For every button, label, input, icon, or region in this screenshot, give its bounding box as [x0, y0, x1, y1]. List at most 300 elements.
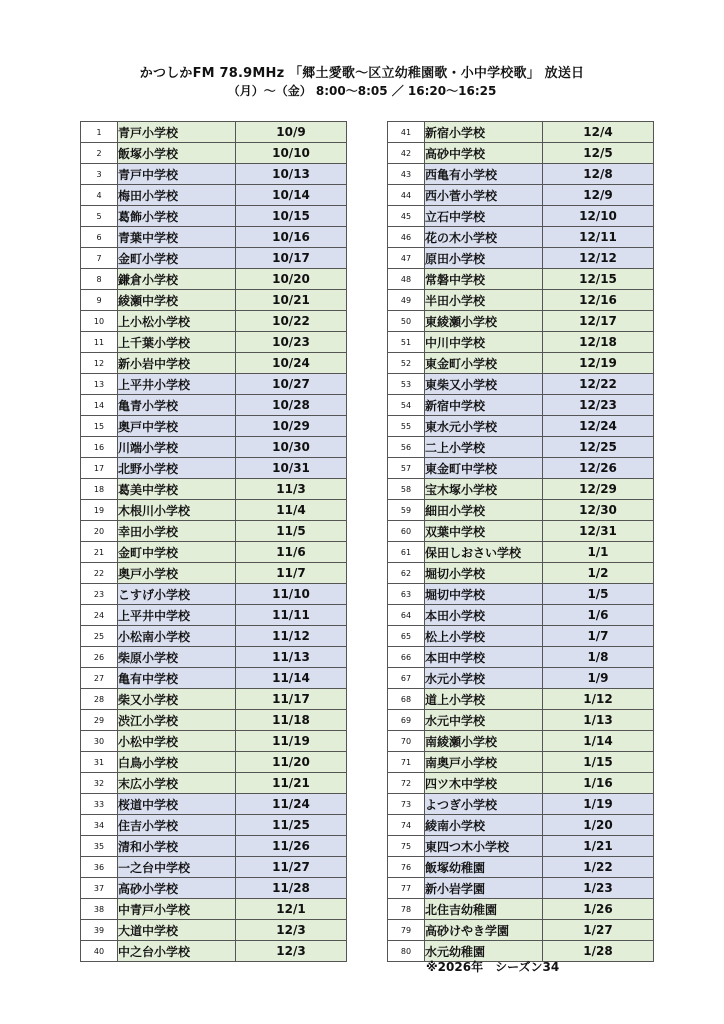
table-row: [388, 206, 654, 227]
broadcast-date: 10/27: [236, 374, 347, 395]
row-number: 10: [81, 311, 118, 332]
broadcast-date: 10/31: [236, 458, 347, 479]
broadcast-date: 11/26: [236, 836, 347, 857]
row-number: 3: [81, 164, 118, 185]
table-row: [81, 311, 347, 332]
row-number: 78: [388, 899, 425, 920]
table-row: [81, 626, 347, 647]
row-number: 59: [388, 500, 425, 521]
school-name: 中青戸小学校: [118, 899, 236, 920]
school-name: 四ツ木中学校: [425, 773, 543, 794]
table-row: [81, 836, 347, 857]
row-number: 68: [388, 689, 425, 710]
broadcast-date: 1/1: [543, 542, 654, 563]
table-row: [388, 794, 654, 815]
school-name: 道上小学校: [425, 689, 543, 710]
table-row: [388, 143, 654, 164]
table-row: [388, 542, 654, 563]
row-number: 42: [388, 143, 425, 164]
row-number: 61: [388, 542, 425, 563]
table-row: [388, 353, 654, 374]
table-row: [388, 269, 654, 290]
broadcast-date: 10/20: [236, 269, 347, 290]
school-name: 東金町中学校: [425, 458, 543, 479]
table-row: [388, 374, 654, 395]
row-number: 49: [388, 290, 425, 311]
school-name: 末広小学校: [118, 773, 236, 794]
table-row: [388, 185, 654, 206]
table-row: [388, 689, 654, 710]
broadcast-date: 1/27: [543, 920, 654, 941]
school-name: 西亀有小学校: [425, 164, 543, 185]
table-row: [388, 479, 654, 500]
school-name: 半田小学校: [425, 290, 543, 311]
row-number: 28: [81, 689, 118, 710]
school-name: 堀切中学校: [425, 584, 543, 605]
table-row: [388, 290, 654, 311]
broadcast-date: 12/9: [543, 185, 654, 206]
broadcast-date: 10/13: [236, 164, 347, 185]
table-row: [81, 794, 347, 815]
table-row: [81, 269, 347, 290]
table-row: [388, 164, 654, 185]
table-row: [81, 542, 347, 563]
row-number: 41: [388, 122, 425, 143]
row-number: 79: [388, 920, 425, 941]
broadcast-date: 11/7: [236, 563, 347, 584]
table-row: [388, 857, 654, 878]
row-number: 18: [81, 479, 118, 500]
broadcast-date: 11/11: [236, 605, 347, 626]
school-name: 新小岩学園: [425, 878, 543, 899]
row-number: 72: [388, 773, 425, 794]
broadcast-date: 11/12: [236, 626, 347, 647]
broadcast-date: 11/20: [236, 752, 347, 773]
school-name: 梅田小学校: [118, 185, 236, 206]
school-name: 東金町小学校: [425, 353, 543, 374]
school-name: 青葉中学校: [118, 227, 236, 248]
school-name: 小松南小学校: [118, 626, 236, 647]
broadcast-date: 1/8: [543, 647, 654, 668]
row-number: 73: [388, 794, 425, 815]
school-name: 高砂けやき学園: [425, 920, 543, 941]
broadcast-date: 1/20: [543, 815, 654, 836]
row-number: 57: [388, 458, 425, 479]
school-name: 中之台小学校: [118, 941, 236, 962]
table-row: [81, 521, 347, 542]
school-name: 東綾瀬小学校: [425, 311, 543, 332]
table-row: [388, 878, 654, 899]
table-row: [81, 899, 347, 920]
table-row: [388, 626, 654, 647]
school-name: 上小松小学校: [118, 311, 236, 332]
broadcast-date: 11/25: [236, 815, 347, 836]
row-number: 33: [81, 794, 118, 815]
school-name: 奥戸中学校: [118, 416, 236, 437]
row-number: 12: [81, 353, 118, 374]
school-name: 立石中学校: [425, 206, 543, 227]
school-name: 高砂小学校: [118, 878, 236, 899]
broadcast-date: 10/29: [236, 416, 347, 437]
school-name: 水元小学校: [425, 668, 543, 689]
broadcast-date: 12/18: [543, 332, 654, 353]
broadcast-date: 1/7: [543, 626, 654, 647]
row-number: 26: [81, 647, 118, 668]
broadcast-date: 1/21: [543, 836, 654, 857]
broadcast-date: 1/16: [543, 773, 654, 794]
broadcast-date: 1/13: [543, 710, 654, 731]
row-number: 22: [81, 563, 118, 584]
school-name: 北住吉幼稚園: [425, 899, 543, 920]
row-number: 11: [81, 332, 118, 353]
broadcast-date: 12/23: [543, 395, 654, 416]
broadcast-date: 12/30: [543, 500, 654, 521]
broadcast-date: 11/27: [236, 857, 347, 878]
school-name: 宝木塚小学校: [425, 479, 543, 500]
row-number: 4: [81, 185, 118, 206]
school-name: 亀有中学校: [118, 668, 236, 689]
broadcast-date: 11/13: [236, 647, 347, 668]
school-name: 大道中学校: [118, 920, 236, 941]
row-number: 63: [388, 584, 425, 605]
row-number: 55: [388, 416, 425, 437]
broadcast-date: 12/4: [543, 122, 654, 143]
school-name: 桜道中学校: [118, 794, 236, 815]
school-name: 柴原小学校: [118, 647, 236, 668]
school-name: 水元幼稚園: [425, 941, 543, 962]
row-number: 38: [81, 899, 118, 920]
school-name: 新宿中学校: [425, 395, 543, 416]
school-name: 東水元小学校: [425, 416, 543, 437]
row-number: 60: [388, 521, 425, 542]
row-number: 21: [81, 542, 118, 563]
school-name: 飯塚小学校: [118, 143, 236, 164]
table-row: [81, 920, 347, 941]
school-name: 小松中学校: [118, 731, 236, 752]
school-name: 花の木小学校: [425, 227, 543, 248]
table-row: [388, 395, 654, 416]
row-number: 74: [388, 815, 425, 836]
row-number: 75: [388, 836, 425, 857]
table-row: [81, 248, 347, 269]
broadcast-date: 12/3: [236, 920, 347, 941]
school-name: 堀切小学校: [425, 563, 543, 584]
row-number: 13: [81, 374, 118, 395]
broadcast-date: 11/19: [236, 731, 347, 752]
broadcast-date: 11/24: [236, 794, 347, 815]
row-number: 29: [81, 710, 118, 731]
broadcast-date: 1/5: [543, 584, 654, 605]
broadcast-date: 10/10: [236, 143, 347, 164]
row-number: 9: [81, 290, 118, 311]
school-name: 青戸小学校: [118, 122, 236, 143]
table-row: [388, 920, 654, 941]
row-number: 64: [388, 605, 425, 626]
table-row: [388, 227, 654, 248]
broadcast-date: 12/16: [543, 290, 654, 311]
table-row: [81, 143, 347, 164]
broadcast-date: 10/16: [236, 227, 347, 248]
broadcast-date: 12/25: [543, 437, 654, 458]
broadcast-date: 11/10: [236, 584, 347, 605]
school-name: こすげ小学校: [118, 584, 236, 605]
table-row: [81, 689, 347, 710]
row-number: 80: [388, 941, 425, 962]
school-name: 奥戸小学校: [118, 563, 236, 584]
broadcast-date: 10/28: [236, 395, 347, 416]
row-number: 5: [81, 206, 118, 227]
table-row: [81, 878, 347, 899]
row-number: 20: [81, 521, 118, 542]
row-number: 6: [81, 227, 118, 248]
row-number: 35: [81, 836, 118, 857]
school-name: 双葉中学校: [425, 521, 543, 542]
broadcast-date: 10/9: [236, 122, 347, 143]
table-row: [388, 311, 654, 332]
broadcast-date: 11/18: [236, 710, 347, 731]
table-row: [81, 647, 347, 668]
row-number: 69: [388, 710, 425, 731]
broadcast-date: 1/26: [543, 899, 654, 920]
school-name: 清和小学校: [118, 836, 236, 857]
table-row: [81, 164, 347, 185]
row-number: 37: [81, 878, 118, 899]
broadcast-date: 12/22: [543, 374, 654, 395]
broadcast-date: 1/9: [543, 668, 654, 689]
broadcast-date: 11/4: [236, 500, 347, 521]
school-name: 南奥戸小学校: [425, 752, 543, 773]
school-name: 綾南小学校: [425, 815, 543, 836]
table-row: [388, 521, 654, 542]
school-name: 本田中学校: [425, 647, 543, 668]
broadcast-date: 11/14: [236, 668, 347, 689]
table-row: [81, 122, 347, 143]
schedule-table-right: [387, 121, 654, 962]
school-name: 渋江小学校: [118, 710, 236, 731]
row-number: 14: [81, 395, 118, 416]
table-row: [81, 353, 347, 374]
table-row: [81, 857, 347, 878]
row-number: 34: [81, 815, 118, 836]
table-row: [388, 437, 654, 458]
broadcast-date: 10/23: [236, 332, 347, 353]
table-row: [81, 710, 347, 731]
row-number: 44: [388, 185, 425, 206]
broadcast-date: 12/26: [543, 458, 654, 479]
table-row: [388, 815, 654, 836]
school-name: 木根川小学校: [118, 500, 236, 521]
table-row: [388, 248, 654, 269]
broadcast-date: 12/10: [543, 206, 654, 227]
school-name: 綾瀬中学校: [118, 290, 236, 311]
table-row: [81, 290, 347, 311]
school-name: 常磐中学校: [425, 269, 543, 290]
school-name: 柴又小学校: [118, 689, 236, 710]
school-name: 新小岩中学校: [118, 353, 236, 374]
broadcast-date: 12/29: [543, 479, 654, 500]
row-number: 58: [388, 479, 425, 500]
row-number: 52: [388, 353, 425, 374]
school-name: 二上小学校: [425, 437, 543, 458]
row-number: 71: [388, 752, 425, 773]
broadcast-date: 11/5: [236, 521, 347, 542]
broadcast-date: 12/17: [543, 311, 654, 332]
row-number: 27: [81, 668, 118, 689]
row-number: 62: [388, 563, 425, 584]
row-number: 36: [81, 857, 118, 878]
table-row: [388, 416, 654, 437]
table-row: [81, 605, 347, 626]
row-number: 65: [388, 626, 425, 647]
table-row: [388, 710, 654, 731]
broadcast-date: 12/8: [543, 164, 654, 185]
school-name: 水元中学校: [425, 710, 543, 731]
school-name: 住吉小学校: [118, 815, 236, 836]
school-name: 金町小学校: [118, 248, 236, 269]
row-number: 70: [388, 731, 425, 752]
school-name: 西小菅小学校: [425, 185, 543, 206]
school-name: 葛飾小学校: [118, 206, 236, 227]
broadcast-date: 1/14: [543, 731, 654, 752]
row-number: 51: [388, 332, 425, 353]
row-number: 56: [388, 437, 425, 458]
row-number: 54: [388, 395, 425, 416]
broadcast-times: （月）～（金） 8:00～8:05 ／ 16:20～16:25: [227, 84, 497, 98]
page-title: かつしかFM 78.9MHz 「郷土愛歌～区立幼稚園歌・小中学校歌」 放送日: [139, 66, 585, 81]
table-row: [388, 647, 654, 668]
table-row: [81, 227, 347, 248]
broadcast-date: 11/21: [236, 773, 347, 794]
table-row: [388, 752, 654, 773]
row-number: 67: [388, 668, 425, 689]
school-name: 葛美中学校: [118, 479, 236, 500]
table-row: [388, 584, 654, 605]
table-row: [388, 332, 654, 353]
table-row: [81, 752, 347, 773]
broadcast-date: 12/31: [543, 521, 654, 542]
broadcast-date: 12/5: [543, 143, 654, 164]
broadcast-date: 10/21: [236, 290, 347, 311]
school-name: 白鳥小学校: [118, 752, 236, 773]
broadcast-date: 10/14: [236, 185, 347, 206]
school-name: 川端小学校: [118, 437, 236, 458]
broadcast-date: 1/23: [543, 878, 654, 899]
schedule-table-left: [80, 121, 347, 962]
row-number: 53: [388, 374, 425, 395]
school-name: 青戸中学校: [118, 164, 236, 185]
broadcast-date: 12/24: [543, 416, 654, 437]
broadcast-date: 12/3: [236, 941, 347, 962]
school-name: 北野小学校: [118, 458, 236, 479]
row-number: 7: [81, 248, 118, 269]
broadcast-date: 1/22: [543, 857, 654, 878]
row-number: 30: [81, 731, 118, 752]
broadcast-date: 10/15: [236, 206, 347, 227]
row-number: 31: [81, 752, 118, 773]
table-row: [81, 206, 347, 227]
table-row: [81, 395, 347, 416]
row-number: 19: [81, 500, 118, 521]
school-name: 上平井中学校: [118, 605, 236, 626]
school-name: 細田小学校: [425, 500, 543, 521]
broadcast-date: 1/6: [543, 605, 654, 626]
school-name: よつぎ小学校: [425, 794, 543, 815]
table-row: [388, 836, 654, 857]
school-name: 中川中学校: [425, 332, 543, 353]
broadcast-date: 1/28: [543, 941, 654, 962]
broadcast-date: 12/19: [543, 353, 654, 374]
table-row: [388, 773, 654, 794]
broadcast-date: 1/2: [543, 563, 654, 584]
school-name: 金町中学校: [118, 542, 236, 563]
row-number: 50: [388, 311, 425, 332]
table-row: [81, 584, 347, 605]
school-name: 新宿小学校: [425, 122, 543, 143]
broadcast-date: 10/22: [236, 311, 347, 332]
row-number: 40: [81, 941, 118, 962]
table-row: [81, 185, 347, 206]
row-number: 77: [388, 878, 425, 899]
row-number: 45: [388, 206, 425, 227]
row-number: 48: [388, 269, 425, 290]
broadcast-date: 11/6: [236, 542, 347, 563]
row-number: 24: [81, 605, 118, 626]
broadcast-date: 12/12: [543, 248, 654, 269]
row-number: 2: [81, 143, 118, 164]
table-row: [81, 941, 347, 962]
school-name: 本田小学校: [425, 605, 543, 626]
table-row: [388, 731, 654, 752]
row-number: 8: [81, 269, 118, 290]
broadcast-date: 1/15: [543, 752, 654, 773]
school-name: 松上小学校: [425, 626, 543, 647]
row-number: 32: [81, 773, 118, 794]
row-number: 23: [81, 584, 118, 605]
broadcast-date: 10/30: [236, 437, 347, 458]
school-name: 東柴又小学校: [425, 374, 543, 395]
row-number: 1: [81, 122, 118, 143]
season-footnote: ※2026年 シーズン34: [426, 960, 560, 974]
school-name: 鎌倉小学校: [118, 269, 236, 290]
table-row: [388, 668, 654, 689]
row-number: 43: [388, 164, 425, 185]
row-number: 16: [81, 437, 118, 458]
broadcast-date: 1/19: [543, 794, 654, 815]
table-row: [81, 479, 347, 500]
table-row: [388, 563, 654, 584]
row-number: 47: [388, 248, 425, 269]
row-number: 76: [388, 857, 425, 878]
school-name: 原田小学校: [425, 248, 543, 269]
school-name: 上平井小学校: [118, 374, 236, 395]
school-name: 高砂中学校: [425, 143, 543, 164]
table-row: [81, 731, 347, 752]
broadcast-date: 10/24: [236, 353, 347, 374]
table-row: [388, 458, 654, 479]
broadcast-date: 10/17: [236, 248, 347, 269]
school-name: 幸田小学校: [118, 521, 236, 542]
table-row: [81, 458, 347, 479]
table-row: [81, 668, 347, 689]
broadcast-date: 12/1: [236, 899, 347, 920]
broadcast-date: 1/12: [543, 689, 654, 710]
row-number: 25: [81, 626, 118, 647]
broadcast-date: 12/11: [543, 227, 654, 248]
broadcast-date: 12/15: [543, 269, 654, 290]
row-number: 46: [388, 227, 425, 248]
row-number: 17: [81, 458, 118, 479]
row-number: 39: [81, 920, 118, 941]
